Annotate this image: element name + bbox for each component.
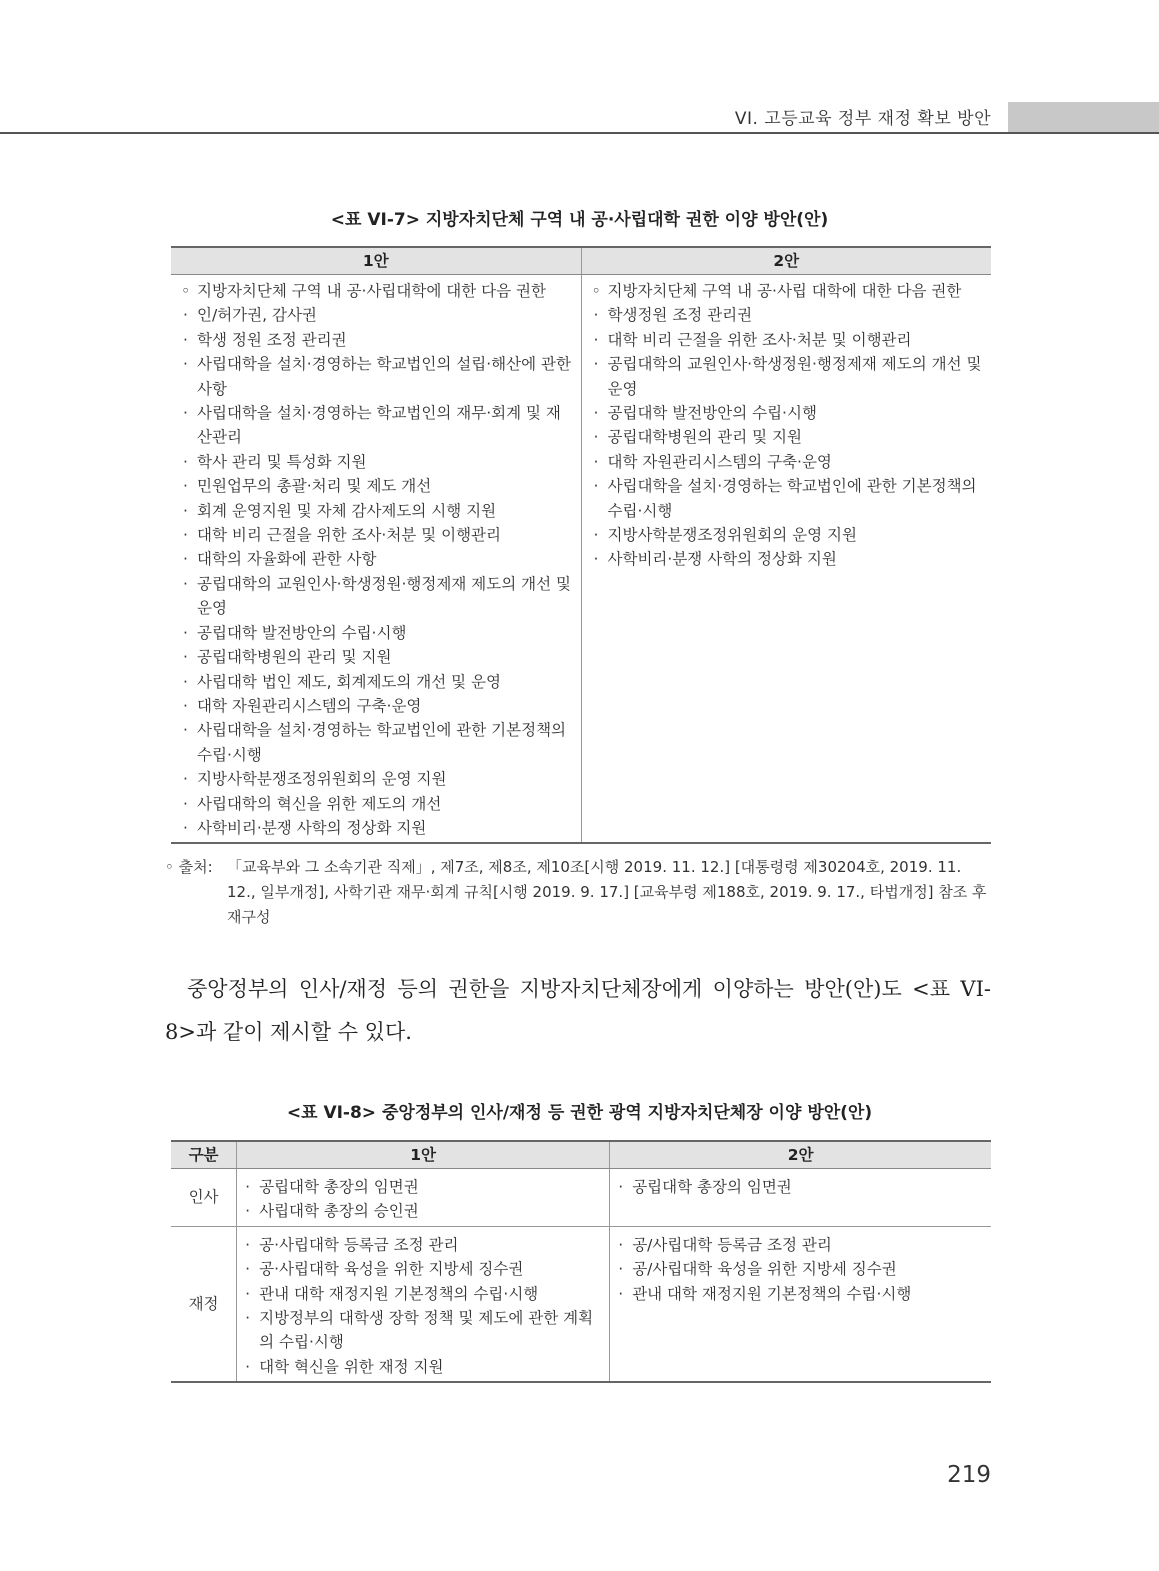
list-item: · 관내 대학 재정지원 기본정책의 수립·시행 — [243, 1282, 603, 1306]
row-personnel-plan2-list — [616, 1175, 985, 1199]
list-item: · 공립대학의 교원인사·학생정원·행정제재 제도의 개선 및 운영 — [592, 352, 984, 401]
list-item: · 사립대학을 설치·경영하는 학교법인의 재무·회계 및 재산관리 — [181, 401, 573, 450]
list-item: · 학사 관리 및 특성화 지원 — [181, 450, 573, 474]
row-finance-plan1-list — [243, 1233, 603, 1379]
list-item: · 공·사립대학 육성을 위한 지방세 징수권 — [243, 1257, 603, 1281]
list-item: · 공립대학 총장의 임면권 — [243, 1175, 603, 1199]
list-item: · 공립대학의 교원인사·학생정원·행정제재 제도의 개선 및 운영 — [181, 572, 573, 621]
table-8-row-finance-plan2 — [610, 1226, 991, 1382]
list-item: · 대학 혁신을 위한 재정 지원 — [243, 1355, 603, 1379]
list-item: · 공/사립대학 육성을 위한 지방세 징수권 — [616, 1257, 985, 1281]
list-item: · 사학비리·분쟁 사학의 정상화 지원 — [592, 547, 984, 571]
list-item: · 대학 비리 근절을 위한 조사·처분 및 이행관리 — [592, 328, 984, 352]
category-finance: 재정 — [171, 1226, 237, 1382]
list-item: · 사립대학 법인 제도, 회계제도의 개선 및 운영 — [181, 670, 573, 694]
list-item: · 학생정원 조정 관리권 — [592, 303, 984, 327]
chapter-header: VI. 고등교육 정부 재정 확보 방안 — [734, 109, 991, 129]
source-label: ◦ 출처: — [165, 858, 213, 876]
table-7-plan2-cell — [581, 275, 991, 844]
list-item: · 공립대학병원의 관리 및 지원 — [592, 425, 984, 449]
row-finance-plan2-list — [616, 1233, 985, 1306]
list-item: · 공/사립대학 등록금 조정 관리 — [616, 1233, 985, 1257]
table-8-row-finance-plan1 — [237, 1226, 610, 1382]
list-item: · 사립대학을 설치·경영하는 학교법인의 설립·해산에 관한 사항 — [181, 352, 573, 401]
list-item: · 지방정부의 대학생 장학 정책 및 제도에 관한 계획의 수립·시행 — [243, 1306, 603, 1355]
list-item: · 인/허가권, 감사권 — [181, 303, 573, 327]
list-item: · 대학의 자율화에 관한 사항 — [181, 547, 573, 571]
list-item: · 공·사립대학 등록금 조정 관리 — [243, 1233, 603, 1257]
table-7-header-plan2: 2안 — [581, 247, 991, 275]
table-row — [171, 1169, 991, 1227]
body-paragraph: 중앙정부의 인사/재정 등의 권한을 지방자치단체장에게 이양하는 방안(안)도 <표 VI-8>과 같이 제시할 수 있다. — [165, 977, 991, 1044]
table-8-title: <표 VI-8> 중앙정부의 인사/재정 등 권한 광역 지방자치단체장 이양 방안(안) — [286, 1103, 873, 1123]
header-decor-bar — [1008, 102, 1159, 132]
list-item: ◦ 지방자치단체 구역 내 공·사립 대학에 대한 다음 권한 — [592, 279, 984, 303]
list-item: · 회계 운영지원 및 자체 감사제도의 시행 지원 — [181, 499, 573, 523]
header-rule — [0, 132, 1159, 134]
row-personnel-plan1-list — [243, 1175, 603, 1224]
list-item: · 공립대학 총장의 임면권 — [616, 1175, 985, 1199]
list-item: · 공립대학 발전방안의 수립·시행 — [592, 401, 984, 425]
table-7-plan2-list — [592, 279, 984, 572]
list-item: · 지방사학분쟁조정위원회의 운영 지원 — [181, 767, 573, 791]
table-7-header-plan1: 1안 — [171, 247, 581, 275]
list-item: · 사학비리·분쟁 사학의 정상화 지원 — [181, 816, 573, 840]
list-item: · 사립대학 총장의 승인권 — [243, 1199, 603, 1223]
table-8-row-personnel-plan2 — [610, 1169, 991, 1227]
table-7-plan1-list — [181, 279, 573, 840]
list-item: · 공립대학 발전방안의 수립·시행 — [181, 621, 573, 645]
list-item: · 사립대학의 혁신을 위한 제도의 개선 — [181, 792, 573, 816]
table-8 — [171, 1140, 991, 1383]
source-text: 「교육부와 그 소속기관 직제」, 제7조, 제8조, 제10조[시행 2019. 11. 12.] [대통령령 제30204호, 2019. 11. 12., 일부개정], 사학기관 재무·회계 규칙[시행 2019. 9. 17.] [교육부령 제188호, 2019. 9. 17., 타법개정] 참조 후 재구성 — [227, 858, 987, 926]
list-item: · 대학 자원관리시스템의 구축·운영 — [181, 694, 573, 718]
category-personnel: 인사 — [171, 1169, 237, 1227]
list-item: · 관내 대학 재정지원 기본정책의 수립·시행 — [616, 1282, 985, 1306]
list-item: ◦ 지방자치단체 구역 내 공·사립대학에 대한 다음 권한 — [181, 279, 573, 303]
list-item: · 사립대학을 설치·경영하는 학교법인에 관한 기본정책의 수립·시행 — [181, 718, 573, 767]
list-item: · 학생 정원 조정 관리권 — [181, 328, 573, 352]
source-note — [165, 855, 991, 930]
table-8-header-plan1: 1안 — [237, 1141, 610, 1169]
table-8-header-plan2: 2안 — [610, 1141, 991, 1169]
table-7 — [171, 246, 991, 844]
table-8-row-personnel-plan1 — [237, 1169, 610, 1227]
list-item: · 대학 자원관리시스템의 구축·운영 — [592, 450, 984, 474]
page-number: 219 — [947, 1462, 991, 1488]
table-7-title: <표 VI-7> 지방자치단체 구역 내 공·사립대학 권한 이양 방안(안) — [330, 210, 829, 230]
list-item: · 사립대학을 설치·경영하는 학교법인에 관한 기본정책의 수립·시행 — [592, 474, 984, 523]
list-item: · 공립대학병원의 관리 및 지원 — [181, 645, 573, 669]
table-7-plan1-cell — [171, 275, 581, 844]
table-8-header-category: 구분 — [171, 1141, 237, 1169]
table-row — [171, 1226, 991, 1382]
list-item: · 지방사학분쟁조정위원회의 운영 지원 — [592, 523, 984, 547]
list-item: · 민원업무의 총괄·처리 및 제도 개선 — [181, 474, 573, 498]
list-item: · 대학 비리 근절을 위한 조사·처분 및 이행관리 — [181, 523, 573, 547]
